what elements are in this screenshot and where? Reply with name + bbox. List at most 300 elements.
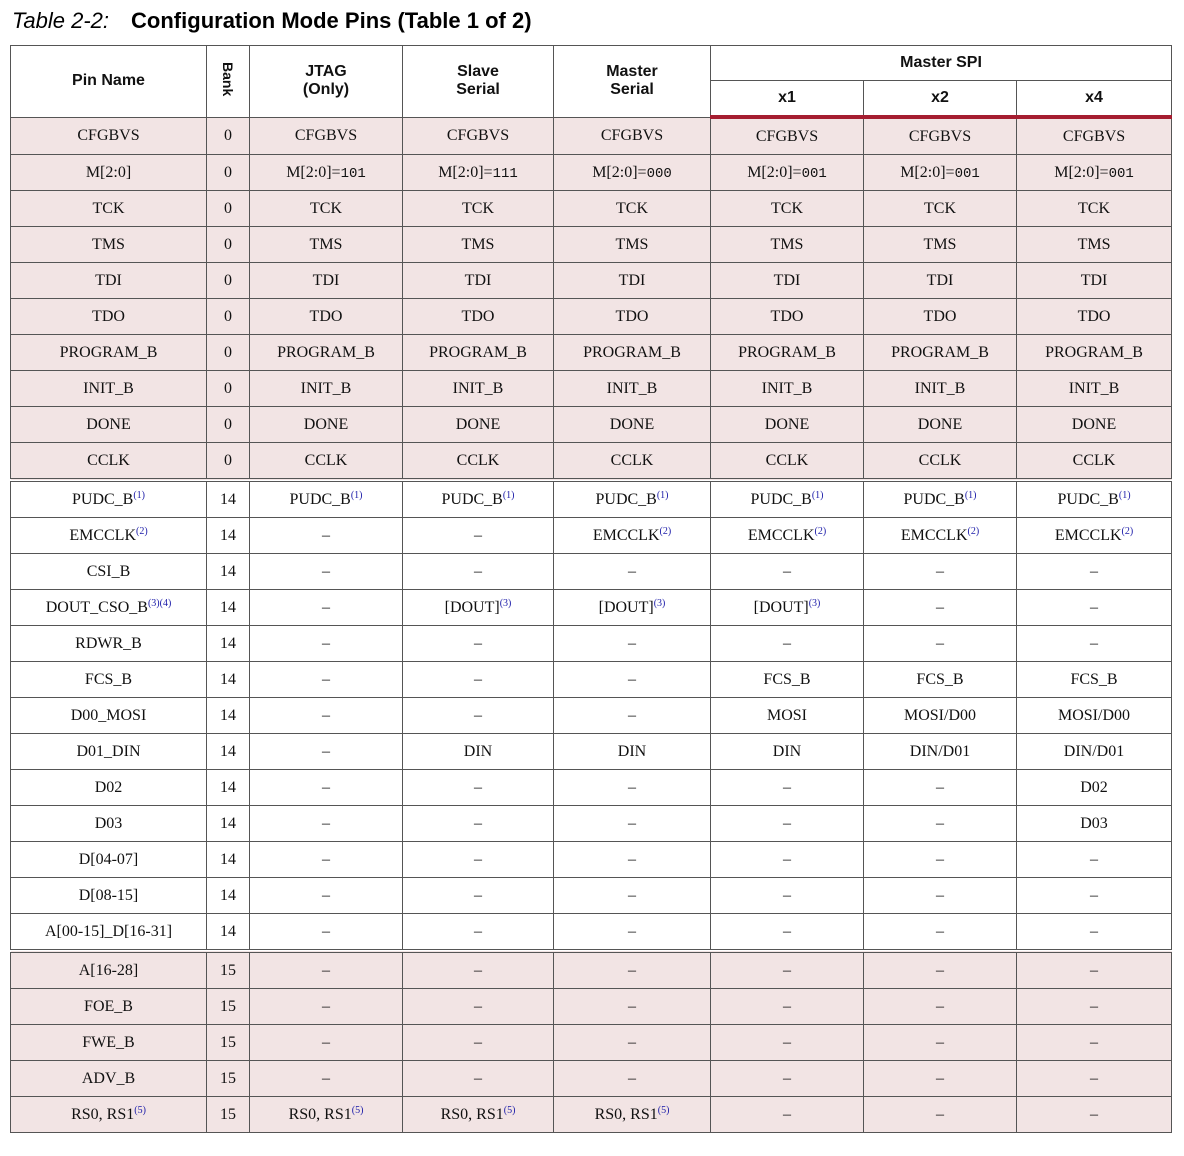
cell-text: TDI — [464, 271, 492, 289]
cell-master-serial — [554, 914, 711, 952]
cell-text: PROGRAM_B — [738, 343, 836, 361]
cell-text: DIN — [463, 742, 493, 760]
cell-spi-x2 — [864, 951, 1017, 989]
cell-text: CCLK — [918, 451, 962, 469]
cell-text: – — [1090, 1069, 1099, 1087]
cell-text: – — [474, 526, 482, 544]
cell-bank — [207, 951, 250, 989]
cell-text: TCK — [616, 199, 648, 217]
cell-text: D[08-15] — [78, 886, 139, 904]
cell-spi-x1 — [711, 734, 864, 770]
table-row — [11, 698, 1172, 734]
table-row — [11, 914, 1172, 952]
cell-spi-x2 — [864, 698, 1017, 734]
cell-slave-serial — [403, 263, 554, 299]
cell-slave-serial — [403, 842, 554, 878]
footnote-ref-link[interactable]: (2) — [659, 525, 672, 537]
cell-jtag — [250, 263, 403, 299]
cell-text: 14 — [220, 850, 236, 868]
cell-text: D[04-07] — [78, 850, 139, 868]
cell-text: MOSI — [766, 706, 807, 724]
cell-bank — [207, 989, 250, 1025]
table-row — [11, 1097, 1172, 1133]
footnote-ref-link[interactable]: (1) — [133, 489, 146, 501]
cell-text: DONE — [764, 415, 810, 433]
cell-spi-x4 — [1017, 263, 1172, 299]
cell-text: – — [628, 997, 636, 1015]
cell-mode-bits: 111 — [492, 165, 518, 182]
cell-jtag — [250, 1025, 403, 1061]
cell-text: – — [322, 778, 330, 796]
table-row — [11, 335, 1172, 371]
header-pin-name: Pin Name — [11, 46, 207, 118]
cell-text: 0 — [224, 199, 232, 217]
cell-text: – — [628, 1033, 636, 1051]
cell-spi-x2 — [864, 117, 1017, 155]
cell-text: TMS — [92, 235, 125, 253]
cell-text: 14 — [220, 706, 236, 724]
cell-pin-name — [11, 191, 207, 227]
cell-master-serial — [554, 263, 711, 299]
cell-text: 14 — [220, 742, 236, 760]
cell-text: – — [474, 634, 482, 652]
cell-text: – — [936, 922, 944, 940]
footnote-ref-link[interactable]: (5) — [351, 1104, 364, 1116]
cell-spi-x4 — [1017, 1061, 1172, 1097]
cell-spi-x2 — [864, 806, 1017, 842]
table-row — [11, 951, 1172, 989]
footnote-ref-link[interactable]: (1) — [1118, 489, 1131, 501]
cell-spi-x1 — [711, 227, 864, 263]
cell-spi-x4 — [1017, 770, 1172, 806]
cell-text: TDI — [95, 271, 122, 289]
cell-spi-x2 — [864, 407, 1017, 443]
cell-pin-name — [11, 263, 207, 299]
cell-bank — [207, 662, 250, 698]
cell-text: – — [628, 814, 636, 832]
cell-text: – — [474, 886, 482, 904]
cell-bank — [207, 227, 250, 263]
cell-text: FWE_B — [82, 1033, 135, 1051]
cell-text: TMS — [770, 235, 804, 253]
cell-text: – — [322, 562, 330, 580]
footnote-ref-link[interactable]: (2) — [1121, 525, 1134, 537]
cell-slave-serial — [403, 1097, 554, 1133]
table-number: Table 2-2: — [12, 8, 110, 33]
footnote-ref-link[interactable]: (5) — [503, 1104, 516, 1116]
cell-text: – — [474, 778, 482, 796]
cell-text: – — [474, 670, 482, 688]
cell-text: 15 — [220, 997, 236, 1015]
table-row — [11, 1025, 1172, 1061]
cell-text: 14 — [220, 922, 236, 940]
cell-master-serial — [554, 117, 711, 155]
cell-text: PROGRAM_B — [891, 343, 989, 361]
table-row — [11, 590, 1172, 626]
cell-text: INIT_B — [914, 379, 966, 397]
cell-spi-x1 — [711, 1061, 864, 1097]
cell-spi-x4 — [1017, 734, 1172, 770]
cell-text: PROGRAM_B — [59, 343, 158, 361]
cell-text: TDO — [92, 307, 125, 325]
cell-text: 14 — [220, 814, 236, 832]
cell-spi-x4 — [1017, 117, 1172, 155]
cell-spi-x4 — [1017, 806, 1172, 842]
cell-master-serial — [554, 335, 711, 371]
cell-text: – — [936, 997, 944, 1015]
footnote-ref-link[interactable]: (5) — [134, 1104, 146, 1116]
cell-spi-x1 — [711, 989, 864, 1025]
table-row — [11, 263, 1172, 299]
cell-spi-x1 — [711, 842, 864, 878]
cell-master-serial — [554, 989, 711, 1025]
cell-spi-x2 — [864, 989, 1017, 1025]
cell-slave-serial — [403, 1025, 554, 1061]
footnote-ref-link[interactable]: (2) — [136, 525, 148, 537]
cell-master-serial — [554, 734, 711, 770]
cell-text: DONE — [455, 415, 501, 433]
cell-master-serial — [554, 155, 711, 191]
cell-bank — [207, 480, 250, 518]
table-row — [11, 770, 1172, 806]
cell-bank — [207, 335, 250, 371]
cell-spi-x2 — [864, 480, 1017, 518]
cell-master-serial — [554, 554, 711, 590]
cell-spi-x4 — [1017, 626, 1172, 662]
cell-text: FCS_B — [763, 670, 811, 688]
cell-master-serial — [554, 407, 711, 443]
cell-jtag — [250, 842, 403, 878]
cell-mode-bits: 000 — [646, 165, 672, 182]
cell-text: D03 — [1080, 814, 1108, 832]
cell-spi-x1 — [711, 662, 864, 698]
cell-slave-serial — [403, 518, 554, 554]
cell-spi-x1 — [711, 626, 864, 662]
cell-pin-name — [11, 951, 207, 989]
cell-master-serial — [554, 590, 711, 626]
cell-text: – — [628, 562, 636, 580]
cell-text: EMCCLK — [592, 526, 660, 544]
table-row — [11, 554, 1172, 590]
header-jtag-line1: JTAG — [305, 63, 347, 81]
cell-spi-x2 — [864, 443, 1017, 481]
cell-text: TDO — [461, 307, 495, 325]
cell-text: CCLK — [1072, 451, 1116, 469]
cell-text: TDO — [309, 307, 343, 325]
cell-spi-x2 — [864, 878, 1017, 914]
footnote-ref-link[interactable]: (5) — [657, 1104, 670, 1116]
cell-text: INIT_B — [300, 379, 352, 397]
cell-spi-x1 — [711, 117, 864, 155]
cell-text: CFGBVS — [1062, 127, 1126, 145]
cell-pin-name — [11, 155, 207, 191]
cell-spi-x1 — [711, 518, 864, 554]
cell-bank — [207, 590, 250, 626]
footnote-ref-link[interactable]: (1) — [656, 489, 669, 501]
cell-text: M[2:0]= — [286, 163, 341, 181]
cell-text: DONE — [303, 415, 349, 433]
cell-text: FCS_B — [916, 670, 964, 688]
cell-spi-x2 — [864, 299, 1017, 335]
cell-spi-x1 — [711, 806, 864, 842]
cell-text: D01_DIN — [76, 742, 141, 760]
cell-spi-x2 — [864, 335, 1017, 371]
cell-spi-x2 — [864, 227, 1017, 263]
cell-text: M[2:0]= — [900, 163, 955, 181]
cell-text: 14 — [220, 490, 236, 508]
cell-spi-x4 — [1017, 842, 1172, 878]
cell-text: – — [474, 1033, 482, 1051]
cell-text: 14 — [220, 886, 236, 904]
header-bank — [207, 46, 250, 118]
cell-spi-x1 — [711, 299, 864, 335]
cell-pin-name — [11, 518, 207, 554]
cell-spi-x4 — [1017, 407, 1172, 443]
cell-spi-x4 — [1017, 443, 1172, 481]
cell-jtag — [250, 480, 403, 518]
cell-bank — [207, 734, 250, 770]
cell-text: – — [783, 1069, 791, 1087]
cell-text: – — [322, 634, 330, 652]
cell-mode-bits: 001 — [801, 165, 827, 182]
cell-text: DIN/D01 — [909, 742, 971, 760]
cell-pin-name — [11, 1061, 207, 1097]
cell-slave-serial — [403, 155, 554, 191]
cell-bank — [207, 914, 250, 952]
cell-pin-name — [11, 914, 207, 952]
cell-text: – — [936, 1069, 944, 1087]
header-jtag — [250, 46, 403, 118]
table-row — [11, 191, 1172, 227]
cell-spi-x4 — [1017, 191, 1172, 227]
table-row — [11, 480, 1172, 518]
cell-jtag — [250, 191, 403, 227]
cell-text: INIT_B — [452, 379, 504, 397]
cell-text: CCLK — [610, 451, 654, 469]
cell-text: EMCCLK — [747, 526, 815, 544]
header-spi-x1: x1 — [711, 81, 864, 118]
cell-jtag — [250, 299, 403, 335]
cell-text: – — [936, 634, 944, 652]
cell-spi-x2 — [864, 1061, 1017, 1097]
cell-text: CFGBVS — [294, 126, 358, 144]
cell-text: – — [783, 814, 791, 832]
cell-text: PUDC_B — [441, 490, 503, 508]
footnote-ref-link[interactable]: (3) — [808, 597, 821, 609]
cell-text: – — [783, 634, 791, 652]
cell-text: 14 — [220, 778, 236, 796]
cell-spi-x2 — [864, 155, 1017, 191]
cell-pin-name — [11, 407, 207, 443]
cell-master-serial — [554, 1061, 711, 1097]
cell-bank — [207, 371, 250, 407]
cell-jtag — [250, 335, 403, 371]
cell-jtag — [250, 590, 403, 626]
footnote-ref-link[interactable]: (1) — [350, 489, 363, 501]
cell-slave-serial — [403, 227, 554, 263]
cell-spi-x1 — [711, 480, 864, 518]
cell-text: TDI — [1080, 271, 1108, 289]
cell-text: MOSI/D00 — [1058, 706, 1131, 724]
footnote-ref-link[interactable]: (1) — [502, 489, 515, 501]
cell-slave-serial — [403, 480, 554, 518]
cell-text: – — [936, 814, 944, 832]
cell-spi-x2 — [864, 554, 1017, 590]
cell-pin-name — [11, 335, 207, 371]
cell-text: 0 — [224, 235, 232, 253]
cell-pin-name — [11, 590, 207, 626]
cell-bank — [207, 263, 250, 299]
cell-text: – — [322, 706, 330, 724]
cell-text: 14 — [220, 526, 236, 544]
cell-spi-x2 — [864, 626, 1017, 662]
cell-slave-serial — [403, 371, 554, 407]
cell-spi-x2 — [864, 590, 1017, 626]
footnote-ref-link[interactable]: (1) — [964, 489, 977, 501]
cell-text: TMS — [1077, 235, 1111, 253]
cell-text: – — [936, 562, 944, 580]
cell-text: – — [783, 562, 791, 580]
cell-jtag — [250, 117, 403, 155]
cell-bank — [207, 443, 250, 481]
cell-text: – — [783, 997, 791, 1015]
cell-slave-serial — [403, 914, 554, 952]
cell-text: 0 — [224, 271, 232, 289]
cell-spi-x2 — [864, 914, 1017, 952]
cell-pin-name — [11, 480, 207, 518]
cell-text: RS0, RS1 — [594, 1105, 658, 1123]
cell-pin-name — [11, 117, 207, 155]
cell-text: TCK — [924, 199, 956, 217]
cell-master-serial — [554, 443, 711, 481]
cell-master-serial — [554, 770, 711, 806]
cell-text: D02 — [1080, 778, 1108, 796]
cell-text: 15 — [220, 961, 236, 979]
cell-text: – — [322, 997, 330, 1015]
cell-text: DONE — [609, 415, 655, 433]
header-bank-label: Bank — [220, 62, 236, 97]
footnote-ref-link[interactable]: (3) — [653, 597, 666, 609]
cell-text: PROGRAM_B — [1045, 343, 1143, 361]
cell-jtag — [250, 662, 403, 698]
cell-slave-serial — [403, 407, 554, 443]
cell-text: A[16-28] — [78, 961, 139, 979]
table-row — [11, 806, 1172, 842]
table-caption — [12, 8, 532, 40]
cell-text: RS0, RS1 — [71, 1105, 135, 1123]
cell-bank — [207, 626, 250, 662]
cell-bank — [207, 770, 250, 806]
cell-spi-x1 — [711, 191, 864, 227]
cell-text: – — [322, 886, 330, 904]
cell-bank — [207, 1061, 250, 1097]
cell-text: 15 — [220, 1069, 236, 1087]
cell-pin-name — [11, 299, 207, 335]
cell-spi-x1 — [711, 770, 864, 806]
cell-text: 0 — [224, 451, 232, 469]
table-row — [11, 626, 1172, 662]
cell-spi-x1 — [711, 878, 864, 914]
cell-master-serial — [554, 698, 711, 734]
table-row — [11, 371, 1172, 407]
table-row — [11, 518, 1172, 554]
cell-text: PUDC_B — [903, 490, 965, 508]
cell-spi-x4 — [1017, 1025, 1172, 1061]
cell-text: – — [474, 1069, 482, 1087]
cell-text: 14 — [220, 670, 236, 688]
cell-text: FCS_B — [84, 670, 133, 688]
cell-text: EMCCLK — [1054, 526, 1122, 544]
footnote-ref-link[interactable]: (3) — [499, 597, 512, 609]
footnote-ref-link[interactable]: (1) — [811, 489, 824, 501]
cell-text: EMCCLK — [900, 526, 968, 544]
cell-spi-x2 — [864, 263, 1017, 299]
cell-slave-serial — [403, 117, 554, 155]
cell-master-serial — [554, 191, 711, 227]
cell-text: CCLK — [304, 451, 348, 469]
cell-jtag — [250, 371, 403, 407]
cell-slave-serial — [403, 734, 554, 770]
cell-text: – — [783, 778, 791, 796]
cell-text: INIT_B — [761, 379, 813, 397]
cell-spi-x4 — [1017, 1097, 1172, 1133]
footnote-ref-link[interactable]: (2) — [814, 525, 827, 537]
cell-text: 14 — [220, 598, 236, 616]
cell-text: – — [1090, 1105, 1099, 1123]
cell-text: – — [474, 850, 482, 868]
cell-spi-x4 — [1017, 878, 1172, 914]
cell-pin-name — [11, 371, 207, 407]
cell-text: TMS — [461, 235, 495, 253]
cell-text: MOSI/D00 — [903, 706, 976, 724]
cell-jtag — [250, 951, 403, 989]
cell-text: 14 — [220, 562, 236, 580]
cell-text: [DOUT] — [753, 598, 809, 616]
cell-slave-serial — [403, 951, 554, 989]
cell-text: TCK — [310, 199, 342, 217]
cell-text: DIN — [617, 742, 647, 760]
cell-text: TDI — [618, 271, 646, 289]
cell-bank — [207, 1097, 250, 1133]
header-slave-serial-line1: Slave — [457, 63, 499, 81]
cell-text: – — [783, 922, 791, 940]
footnote-ref-link[interactable]: (2) — [967, 525, 980, 537]
cell-text: – — [936, 850, 944, 868]
footnote-ref-link[interactable]: (3)(4) — [147, 597, 172, 609]
cell-text: – — [322, 850, 330, 868]
cell-text: DOUT_CSO_B — [45, 598, 148, 616]
cell-text: TCK — [771, 199, 803, 217]
cell-bank — [207, 554, 250, 590]
cell-slave-serial — [403, 299, 554, 335]
cell-text: TDI — [773, 271, 801, 289]
cell-text: ADV_B — [81, 1069, 136, 1087]
cell-slave-serial — [403, 662, 554, 698]
cell-text: D00_MOSI — [70, 706, 147, 724]
cell-spi-x2 — [864, 770, 1017, 806]
cell-text: – — [936, 961, 944, 979]
table-title: Configuration Mode Pins (Table 1 of 2) — [131, 8, 532, 33]
cell-text: – — [322, 670, 330, 688]
cell-text: PUDC_B — [1057, 490, 1119, 508]
cell-text: [DOUT] — [444, 598, 500, 616]
cell-text: – — [474, 961, 482, 979]
cell-text: – — [322, 526, 330, 544]
cell-text: M[2:0] — [85, 163, 132, 181]
cell-bank — [207, 1025, 250, 1061]
cell-text: TDO — [770, 307, 804, 325]
header-spi-x4: x4 — [1017, 81, 1172, 118]
